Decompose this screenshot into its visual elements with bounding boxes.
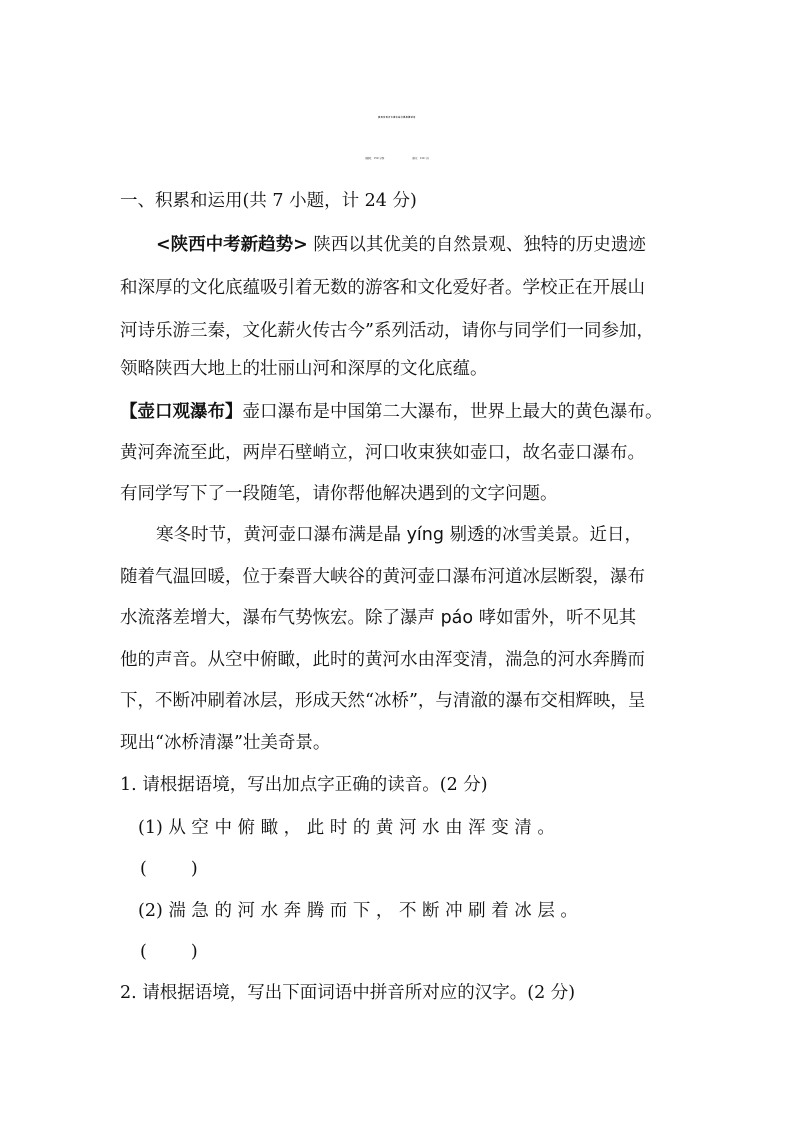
answer-blank-1[interactable] [140, 857, 695, 881]
hukou-tag: 【壶口观瀑布】 [120, 402, 243, 422]
answer-blank-1-open: ( [140, 859, 147, 879]
intro-line-3: 河诗乐游三秦，文化薪火传古今”系列活动，请你与同学们一同参加， [120, 321, 654, 341]
intro-line-2: 和深厚的文化底蕴吸引着无数的游客和文化爱好者。学校正在开展山 [120, 278, 645, 298]
question-1-stem: 1. 请根据语境，写出加点字正确的读音。(2 分) [120, 775, 488, 795]
intro-line-1-text: 陕西以其优美的自然景观、独特的历史遗迹 [307, 235, 646, 255]
essay-line-5: 下，不断冲刷着冰层，形成天然“冰桥”，与清澈的瀑布交相辉映，呈 [120, 691, 646, 711]
question-1-item-1: (1) 从 空 中 俯 瞰 ， 此 时 的 黄 河 水 由 浑 变 清 。 [138, 818, 555, 838]
answer-blank-2-open: ( [140, 942, 147, 962]
essay-line-3-a: 水流落差增大，瀑布气势恢宏。除了瀑声 [120, 608, 441, 628]
essay-line-6: 现出“冰桥清瀑”壮美奇景。 [120, 733, 331, 753]
question-2-stem: 2. 请根据语境，写出下面词语中拼音所对应的汉字。(2 分) [120, 983, 576, 1003]
essay-line-3-b: 哮如雷外，听不见其 [473, 608, 637, 628]
essay-line-4: 他的声音。从空中俯瞰，此时的黄河水由浑变清，湍急的河水奔腾而 [120, 650, 645, 670]
hukou-line-2: 黄河奔流至此，两岸石壁峭立，河口收束狭如壶口，故名壶口瀑布。 [120, 443, 645, 463]
answer-blank-2-close: ) [190, 942, 198, 962]
intro-line-4: 领略陕西大地上的壮丽山河和深厚的文化底蕴。 [120, 359, 488, 379]
section-heading: 一、积累和运用(共 7 小题，计 24 分) [120, 191, 417, 211]
pinyin-ying: yíng [406, 525, 444, 545]
exam-meta [0, 147, 794, 171]
essay-line-1 [120, 523, 675, 547]
essay-line-1-a: 寒冬时节，黄河壶口瀑布满是晶 [156, 525, 407, 545]
essay-line-3 [120, 606, 675, 630]
intro-line-1 [120, 233, 675, 257]
answer-blank-1-close: ) [190, 859, 198, 879]
time-limit: (限时：150 分钟 [365, 157, 385, 160]
full-score: 满分：120 分) [412, 157, 429, 160]
essay-line-2: 随着气温回暖，位于秦晋大峡谷的黄河壶口瀑布河道冰层断裂，瀑布 [120, 567, 645, 587]
answer-blank-2[interactable] [140, 940, 695, 964]
essay-line-1-b: 剔透的冰雪美景。近日， [443, 525, 643, 545]
page-title: 陕西省西安市期末综合模拟测试卷 [378, 117, 416, 119]
hukou-line-3: 有同学写下了一段随笔，请你帮他解决遇到的文字问题。 [120, 484, 558, 504]
hukou-line-1-text: 壶口瀑布是中国第二大瀑布，世界上最大的黄色瀑布。 [242, 402, 663, 422]
intro-tag: <陕西中考新趋势> [156, 235, 308, 255]
question-1-item-2: (2) 湍 急 的 河 水 奔 腾 而 下 ， 不 断 冲 刷 着 冰 层 。 [138, 901, 578, 921]
pinyin-pao: páo [440, 608, 474, 628]
hukou-line-1 [120, 400, 675, 424]
